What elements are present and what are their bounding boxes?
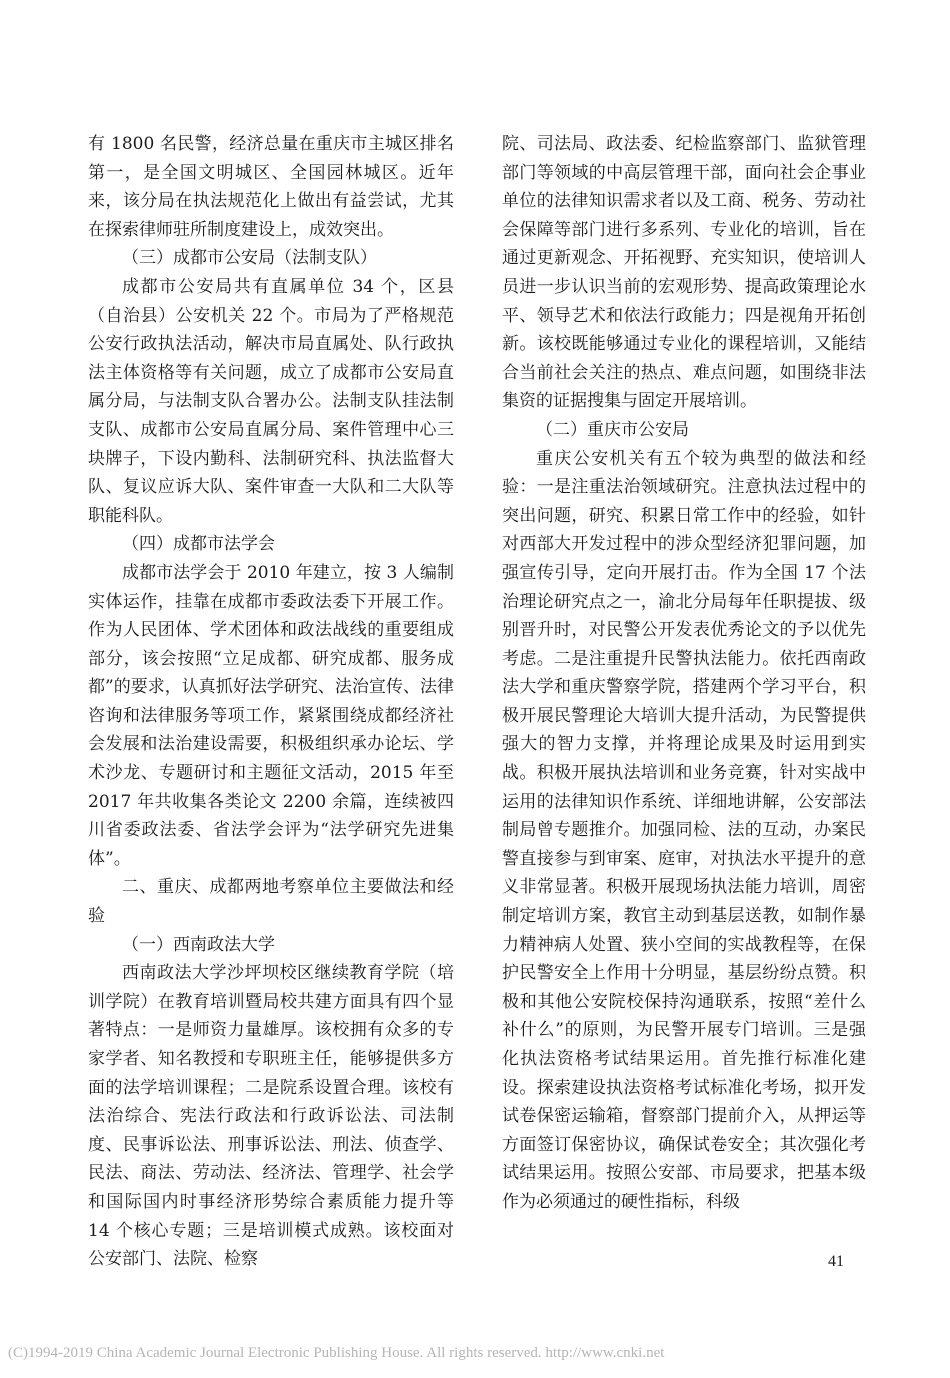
paragraph: 有 1800 名民警，经济总量在重庆市主城区排名第一，是全国文明城区、全国园林城区。近年来，该分局在执法规范化上做出有益尝试，尤其在探索律师驻所制度建设上，成效突出。 (88, 134, 454, 240)
paragraph: 重庆公安机关有五个较为典型的做法和经验：一是注重法治领域研究。注意执法过程中的突出问题，研究、积累日常工作中的经验，如针对西部大开发过程中的涉众型经济犯罪问题，加强宣传引导，定向开展打击。作为全国 17 个法治理论研究点之一，渝北分局每年任职提拔、级别晋升时，对民警公开发表优秀论文的予以优先考虑。二是注重提升民警执法能力。依托西南政法大学和重庆警察学院，搭建两个学习平台，积极开展民警理论大培训大提升活动，为民警提供强大的智力支撑，并将理论成果及时运用到实战。积极开展执法培训和业务竞赛，针对实战中运用的法律知识作系统、详细地讲解，公安部法制局曾专题推介。加强同检、法的互动，办案民警直接参与到审案、庭审，对执法水平提升的意义非常显著。积极开展现场执法能力培训，周密制定培训方案，教官主动到基层送教，如制作暴力精神病人处置、狭小空间的实战教程等，在保护民警安全上作用十分明显，基层纷纷点赞。积极和其他公安院校保持沟通联系，按照“差什么补什么”的原则，为民警开展专门培训。三是强化执法资格考试结果运用。首先推行标准化建设。探索建设执法资格考试标准化考场，拟开发试卷保密运输箱，督察部门提前介入，从押运等方面签订保密协议，确保试卷安全；其次强化考试结果运用。按照公安部、市局要求，把基本级作为必须通过的硬性指标，科级 (502, 448, 866, 1212)
left-column (88, 130, 454, 1274)
section-heading: （一）西南政法大学 (122, 934, 275, 955)
section-heading: （二）重庆市公安局 (536, 419, 689, 440)
paragraph: 院、司法局、政法委、纪检监察部门、监狱管理部门等领域的中高层管理干部，面向社会企事业单位的法律知识需求者以及工商、税务、劳动社会保障等部门进行多系列、专业化的培训，旨在通过更新观念、开拓视野、充实知识，使培训人员进一步认识当前的宏观形势、提高政策理论水平、领导艺术和依法行政能力；四是视角开拓创新。该校既能够通过专业化的课程培训，又能结合当前社会关注的热点、难点问题，如围绕非法集资的证据搜集与固定开展培训。 (502, 134, 866, 412)
copyright-footer: (C)1994-2019 China Academic Journal Electronic Publishing House. All rights reserved. http://www.cnki.net (8, 1345, 665, 1361)
paragraph: 成都市公安局共有直属单位 34 个，区县（自治县）公安机关 22 个。市局为了严格规范公安行政执法活动，解决市局直属处、队行政执法主体资格等有关问题，成立了成都市公安局直属分局，与法制支队合署办公。法制支队挂法制支队、成都市公安局直属分局、案件管理中心三块牌子，下设内勤科、法制研究科、执法监督大队、复议应诉大队、案件审查一大队和二大队等职能科队。 (88, 276, 454, 526)
section-heading: 二、重庆、成都两地考察单位主要做法和经验 (88, 877, 454, 927)
page-number: 41 (828, 1253, 844, 1270)
paragraph: 西南政法大学沙坪坝校区继续教育学院（培训学院）在教育培训暨局校共建方面具有四个显著特点：一是师资力量雄厚。该校拥有众多的专家学者、知名教授和专职班主任，能够提供多方面的法学培训课程；二是院系设置合理。该校有法治综合、宪法行政法和行政诉讼法、司法制度、民事诉讼法、刑事诉讼法、刑法、侦查学、民法、商法、劳动法、经济法、管理学、社会学和国际国内时事经济形势综合素质能力提升等 14 个核心专题；三是培训模式成熟。该校面对公安部门、法院、检察 (88, 963, 454, 1270)
right-column (502, 130, 866, 1217)
section-heading: （四）成都市法学会 (122, 534, 275, 555)
section-heading: （三）成都市公安局（法制支队） (122, 248, 377, 269)
paragraph: 成都市法学会于 2010 年建立，按 3 人编制实体运作，挂靠在成都市委政法委下开展工作。作为人民团体、学术团体和政法战线的重要组成部分，该会按照“立足成都、研究成都、服务成都”的要求，认真抓好法学研究、法治宣传、法律咨询和法律服务等项工作，紧紧围绕成都经济社会发展和法治建设需要，积极组织承办论坛、学术沙龙、专题研讨和主题征文活动，2015 年至 2017 年共收集各类论文 2200 余篇，连续被四川省委政法委、省法学会评为“法学研究先进集体”。 (88, 562, 454, 869)
